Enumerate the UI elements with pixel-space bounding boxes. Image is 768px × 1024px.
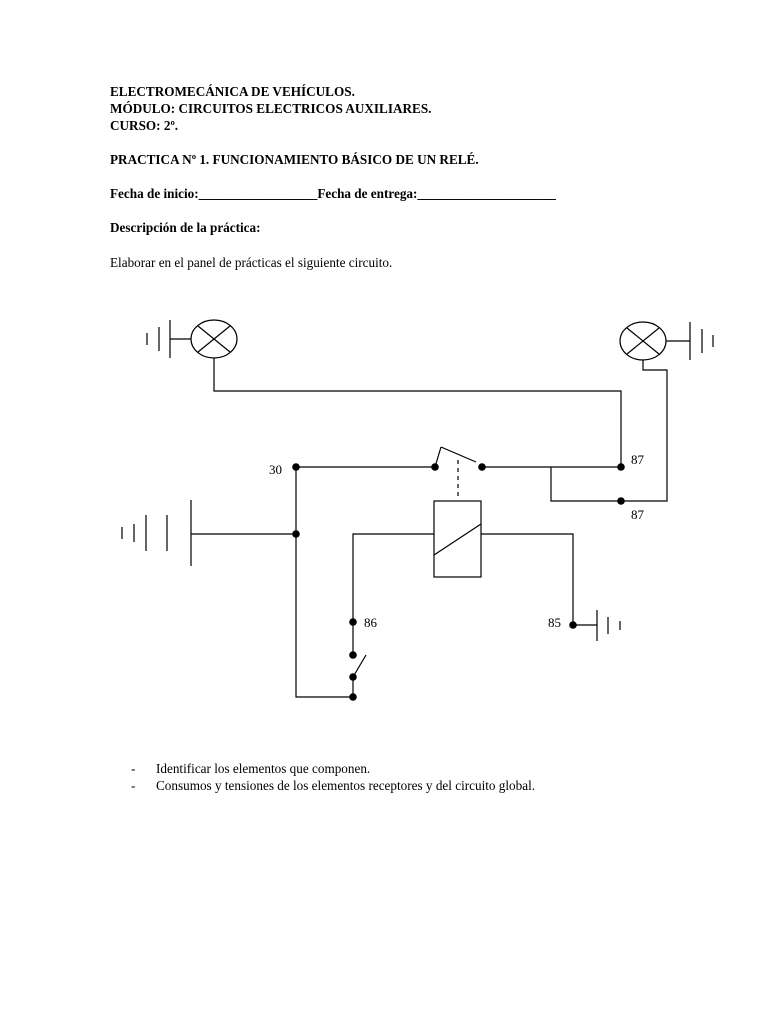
battery-icon <box>122 500 191 566</box>
right-lamp-ground-icon <box>666 322 713 360</box>
practice-title: PRACTICA Nº 1. FUNCIONAMIENTO BÁSICO DE UN RELÉ. <box>110 152 479 167</box>
wire-main <box>296 467 353 697</box>
wire-85 <box>481 534 573 622</box>
dates-line: Fecha de inicio:__________________Fecha de entrega:_____________________ <box>110 186 556 201</box>
right-lamp-icon <box>620 322 666 360</box>
wire-86 <box>353 534 434 622</box>
label-87-top: 87 <box>631 452 644 467</box>
task-text: Identificar los elementos que componen. <box>156 761 371 776</box>
header-line-2: MÓDULO: CIRCUITOS ELECTRICOS AUXILIARES. <box>110 101 432 116</box>
task-dash: - <box>131 761 136 776</box>
left-lamp-icon <box>191 320 237 358</box>
coil-ground-icon <box>597 610 620 641</box>
left-lamp-ground-icon <box>147 320 191 358</box>
wire-right-lamp <box>621 360 667 501</box>
description-heading: Descripción de la práctica: <box>110 220 261 235</box>
label-30: 30 <box>269 462 282 477</box>
header-line-3: CURSO: 2º. <box>110 118 179 133</box>
label-85: 85 <box>548 615 561 630</box>
label-86: 86 <box>364 615 377 630</box>
control-switch <box>353 655 366 677</box>
instruction-text: Elaborar en el panel de prácticas el siguiente circuito. <box>110 255 393 270</box>
label-87-bottom: 87 <box>631 507 644 522</box>
task-dash: - <box>131 778 136 793</box>
wire-left-lamp <box>214 358 621 467</box>
header-line-1: ELECTROMECÁNICA DE VEHÍCULOS. <box>110 84 355 99</box>
task-text: Consumos y tensiones de los elementos receptores y del circuito global. <box>156 778 536 793</box>
